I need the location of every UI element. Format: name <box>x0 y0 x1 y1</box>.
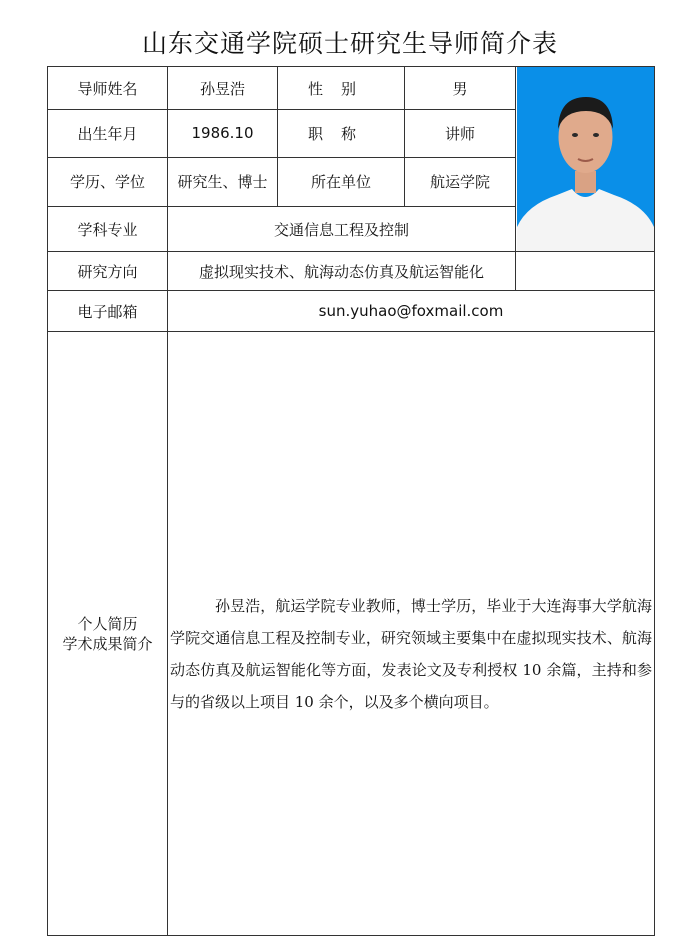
table-row <box>48 252 655 291</box>
education-label: 学历、学位 <box>48 157 168 207</box>
email-value: sun.yuhao@foxmail.com <box>168 291 655 332</box>
right-eye <box>593 133 599 137</box>
table-row <box>48 332 655 936</box>
neck-shape <box>575 171 596 193</box>
major-label: 学科专业 <box>48 207 168 252</box>
bio-text: 孙昱浩，航运学院专业教师，博士学历，毕业于大连海事大学航海学院交通信息工程及控制专业，研究领域主要集中在虚拟现实技术、航海动态仿真及航运智能化等方面，发表论文及专利授权 10 余篇，主持和参与的省级以上项目 10 余个，以及多个横向项目。 <box>170 596 652 711</box>
portrait-photo <box>517 67 654 251</box>
gender-value: 男 <box>405 67 516 110</box>
bio-cell <box>168 332 655 936</box>
gender-label: 性别 <box>278 67 405 110</box>
unit-label: 所在单位 <box>278 157 405 207</box>
table-row <box>48 291 655 332</box>
bio-label-line2: 学术成果简介 <box>62 634 153 653</box>
bio-label <box>48 332 168 936</box>
research-label: 研究方向 <box>48 252 168 291</box>
title-label: 职称 <box>278 110 405 157</box>
birth-label: 出生年月 <box>48 110 168 157</box>
birth-value: 1986.10 <box>168 110 278 157</box>
title-value: 讲师 <box>405 110 516 157</box>
page-title: 山东交通学院硕士研究生导师简介表 <box>141 29 558 58</box>
bio-label-line1: 个人简历 <box>77 614 138 633</box>
major-value: 交通信息工程及控制 <box>168 207 516 252</box>
unit-value: 航运学院 <box>405 157 516 207</box>
name-label: 导师姓名 <box>48 67 168 110</box>
photo-cell-bottom <box>516 252 655 291</box>
profile-table <box>47 66 655 936</box>
table-row <box>48 67 655 110</box>
email-label: 电子邮箱 <box>48 291 168 332</box>
research-value: 虚拟现实技术、航海动态仿真及航运智能化 <box>168 252 516 291</box>
left-eye <box>572 133 578 137</box>
photo-cell <box>516 67 655 252</box>
name-value: 孙昱浩 <box>168 67 278 110</box>
education-value: 研究生、博士 <box>168 157 278 207</box>
